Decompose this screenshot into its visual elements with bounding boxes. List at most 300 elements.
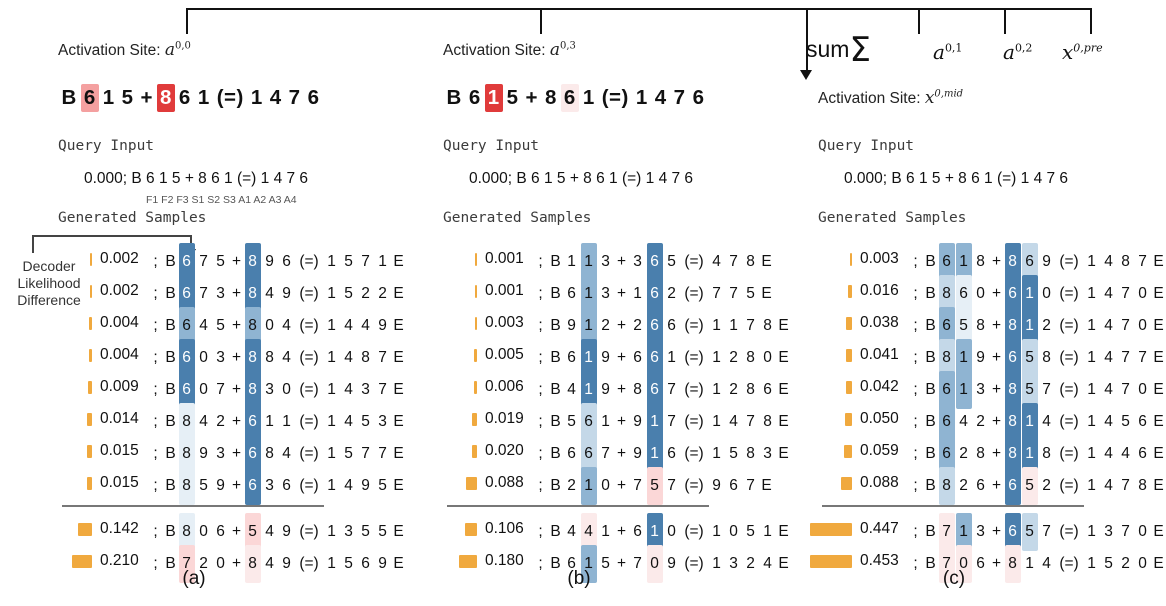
digit-first-operand: 4 <box>199 413 208 430</box>
digit-answer: 3 <box>378 413 387 430</box>
digit-answer: 1 <box>1087 253 1096 270</box>
digit-second-operand: 1 <box>1022 403 1038 441</box>
equation-token: 7 <box>673 86 686 109</box>
digit-answer: 2 <box>729 349 738 366</box>
eos-token: E <box>778 317 789 334</box>
digit-answer: 4 <box>1104 285 1113 302</box>
digit-answer: 0 <box>1138 317 1147 334</box>
digit-second-operand: 4 <box>282 317 291 334</box>
digit-answer: 5 <box>746 285 755 302</box>
digit-answer: 1 <box>729 317 738 334</box>
semicolon: ; <box>538 523 543 540</box>
eos-token: E <box>1153 253 1164 270</box>
digit-answer: 7 <box>1121 523 1130 540</box>
plus-operator: + <box>231 317 242 334</box>
sample-row <box>385 275 772 307</box>
digit-second-operand: 1 <box>1022 275 1038 313</box>
bos-token: B <box>925 413 936 430</box>
digit-first-operand: 9 <box>601 381 610 398</box>
sample-row <box>0 467 404 499</box>
equals-token: (=) <box>684 253 704 270</box>
semicolon: ; <box>153 349 158 366</box>
semicolon: ; <box>538 413 543 430</box>
digit-second-operand: 5 <box>647 467 663 505</box>
dld-line-2: Likelihood <box>17 275 81 291</box>
likelihood-difference-bar <box>78 523 92 536</box>
digit-answer: 4 <box>344 317 353 334</box>
digit-first-operand: 8 <box>179 467 195 505</box>
digit-first-operand: 0 <box>956 545 972 583</box>
eos-token: E <box>778 555 789 572</box>
digit-second-operand: 8 <box>245 371 261 409</box>
digit-answer: 1 <box>712 413 721 430</box>
plus-operator: + <box>231 477 242 494</box>
digit-answer: 7 <box>1121 317 1130 334</box>
equation-token: 1 <box>102 86 115 109</box>
digit-answer: 0 <box>1138 285 1147 302</box>
sample-row <box>385 403 789 435</box>
digit-second-operand: 7 <box>1042 523 1051 540</box>
digit-answer: 0 <box>763 349 772 366</box>
likelihood-difference-bar <box>472 413 477 426</box>
digit-first-operand: 4 <box>199 317 208 334</box>
digit-second-operand: 6 <box>667 317 676 334</box>
digit-second-operand: 0 <box>647 545 663 583</box>
panel-caption-b: (b) <box>567 568 591 589</box>
digit-first-operand: 8 <box>179 403 195 441</box>
likelihood-difference-value: 0.006 <box>485 378 524 395</box>
likelihood-difference-value: 0.042 <box>860 378 899 395</box>
digit-answer: 8 <box>746 349 755 366</box>
plus-operator: + <box>231 555 242 572</box>
digit-first-operand: 6 <box>179 371 195 409</box>
digit-answer: 5 <box>746 523 755 540</box>
likelihood-difference-bar <box>475 317 477 330</box>
plus-operator: + <box>616 445 627 462</box>
digit-answer: 5 <box>344 555 353 572</box>
digit-first-operand: 9 <box>567 317 576 334</box>
semicolon: ; <box>913 349 918 366</box>
equation-token: 1 <box>635 86 648 109</box>
likelihood-difference-bar <box>472 445 477 458</box>
digit-answer: 5 <box>378 477 387 494</box>
eos-token: E <box>778 349 789 366</box>
equation-token: + <box>525 86 539 109</box>
likelihood-difference-value: 0.038 <box>860 314 899 331</box>
sample-row <box>385 307 789 339</box>
digit-second-operand: 9 <box>282 285 291 302</box>
tag-a01: $a^{0,1}$ <box>933 40 963 64</box>
digit-answer: 1 <box>1087 317 1096 334</box>
eos-token: E <box>1153 381 1164 398</box>
digit-answer: 1 <box>1087 381 1096 398</box>
semicolon: ; <box>913 253 918 270</box>
plus-operator: + <box>991 317 1002 334</box>
digit-answer: 0 <box>729 523 738 540</box>
plus-operator: + <box>616 555 627 572</box>
digit-answer: 1 <box>712 523 721 540</box>
digit-first-operand: 7 <box>939 545 955 583</box>
digit-answer: 8 <box>763 413 772 430</box>
query-input-label-b: Query Input <box>443 138 540 154</box>
eos-token: E <box>393 317 404 334</box>
likelihood-difference-bar <box>459 555 477 568</box>
equation-token: 7 <box>288 86 301 109</box>
likelihood-difference-bar <box>846 317 852 330</box>
semicolon: ; <box>913 413 918 430</box>
query-sequence-a: 0.000; B 6 1 5 + 8 6 1 (=) 1 4 7 6 <box>84 170 309 187</box>
equation-token: 4 <box>654 86 667 109</box>
equation-token: 4 <box>269 86 282 109</box>
digit-answer: 9 <box>378 555 387 572</box>
digit-first-operand: 6 <box>956 275 972 313</box>
bos-token: B <box>925 477 936 494</box>
semicolon: ; <box>538 253 543 270</box>
digit-first-operand: 1 <box>956 371 972 409</box>
digit-first-operand: 7 <box>199 253 208 270</box>
digit-first-operand: 1 <box>956 243 972 281</box>
eos-token: E <box>393 523 404 540</box>
digit-answer: 2 <box>361 285 370 302</box>
digit-answer: 1 <box>327 477 336 494</box>
likelihood-difference-bar <box>89 317 92 330</box>
digit-first-operand: 7 <box>601 445 610 462</box>
likelihood-difference-bar <box>87 413 92 426</box>
equals-token: (=) <box>299 523 319 540</box>
plus-operator: + <box>991 349 1002 366</box>
digit-second-operand: 6 <box>1022 243 1038 281</box>
digit-first-operand: 1 <box>581 371 597 409</box>
eos-token: E <box>1153 555 1164 572</box>
digit-answer: 1 <box>1087 477 1096 494</box>
eos-token: E <box>761 253 772 270</box>
semicolon: ; <box>913 381 918 398</box>
equals-token: (=) <box>299 253 319 270</box>
likelihood-difference-value: 0.142 <box>100 520 139 537</box>
digit-answer: 5 <box>344 445 353 462</box>
digit-second-operand: 8 <box>245 275 261 313</box>
likelihood-difference-bar <box>841 477 852 490</box>
likelihood-difference-value: 0.004 <box>100 346 139 363</box>
semicolon: ; <box>913 285 918 302</box>
digit-first-operand: 6 <box>179 243 195 281</box>
plus-operator: + <box>231 445 242 462</box>
likelihood-difference-value: 0.001 <box>485 250 524 267</box>
digit-second-operand: 6 <box>1005 467 1021 505</box>
digit-answer: 5 <box>378 523 387 540</box>
likelihood-difference-value: 0.041 <box>860 346 899 363</box>
semicolon: ; <box>538 445 543 462</box>
semicolon: ; <box>913 317 918 334</box>
highlighted-equation-a <box>58 84 323 112</box>
digit-answer: 2 <box>1121 555 1130 572</box>
digit-first-operand: 0 <box>216 555 225 572</box>
digit-first-operand: 3 <box>601 253 610 270</box>
semicolon: ; <box>153 285 158 302</box>
panel-caption-a: (a) <box>182 568 206 589</box>
digit-answer: 7 <box>712 285 721 302</box>
bos-token: B <box>165 285 176 302</box>
likelihood-difference-value: 0.002 <box>100 282 139 299</box>
equals-token: (=) <box>1059 285 1079 302</box>
activation-site-prefix: Activation Site: <box>58 42 165 59</box>
tag-a02: $a^{0,2}$ <box>1003 40 1033 64</box>
equals-token: (=) <box>1059 477 1079 494</box>
semicolon: ; <box>538 381 543 398</box>
semicolon: ; <box>538 477 543 494</box>
likelihood-difference-value: 0.180 <box>485 552 524 569</box>
equation-token: 6 <box>81 84 99 112</box>
plus-operator: + <box>616 285 627 302</box>
digit-first-operand: 1 <box>956 339 972 377</box>
activation-site-symbol-c: $x^{0,mid}$ <box>924 88 964 108</box>
digit-first-operand: 6 <box>216 523 225 540</box>
digit-answer: 4 <box>361 317 370 334</box>
digit-answer: 7 <box>746 317 755 334</box>
activation-site-prefix: Activation Site: <box>818 90 925 107</box>
digit-second-operand: 9 <box>265 253 274 270</box>
equation-token: 6 <box>561 84 579 112</box>
digit-second-operand: 7 <box>633 477 642 494</box>
digit-answer: 4 <box>1104 317 1113 334</box>
equation-token: 6 <box>178 86 191 109</box>
digit-answer: 6 <box>1138 445 1147 462</box>
plus-operator: + <box>231 253 242 270</box>
likelihood-difference-bar <box>850 253 852 266</box>
digit-answer: 7 <box>1138 253 1147 270</box>
plus-operator: + <box>991 381 1002 398</box>
panel-caption-c: (c) <box>942 568 966 589</box>
equation-token: 1 <box>197 86 210 109</box>
equals-token: (=) <box>684 523 704 540</box>
digit-first-operand: 9 <box>199 445 208 462</box>
digit-first-operand: 5 <box>199 477 208 494</box>
digit-first-operand: 4 <box>959 413 968 430</box>
digit-answer: 1 <box>327 523 336 540</box>
digit-second-operand: 8 <box>245 545 261 583</box>
digit-second-operand: 6 <box>633 349 642 366</box>
semicolon: ; <box>913 555 918 572</box>
plus-operator: + <box>991 253 1002 270</box>
digit-answer: 4 <box>344 413 353 430</box>
digit-answer: 9 <box>378 317 387 334</box>
digit-answer: 0 <box>1138 555 1147 572</box>
sample-row <box>385 243 772 275</box>
bos-token: B <box>925 445 936 462</box>
digit-first-operand: 6 <box>939 371 955 409</box>
bos-token: B <box>165 381 176 398</box>
digit-second-operand: 4 <box>282 349 291 366</box>
likelihood-difference-bar <box>88 381 92 394</box>
likelihood-difference-bar <box>848 285 852 298</box>
likelihood-difference-bar <box>845 413 852 426</box>
digit-second-operand: 9 <box>633 445 642 462</box>
digit-answer: 4 <box>1104 381 1113 398</box>
sample-sequence <box>908 467 1166 505</box>
plus-operator: + <box>231 523 242 540</box>
equals-token: (=) <box>684 477 704 494</box>
eos-token: E <box>1153 349 1164 366</box>
eos-token: E <box>393 285 404 302</box>
digit-second-operand: 2 <box>667 285 676 302</box>
semicolon: ; <box>538 349 543 366</box>
equals-token: (=) <box>684 381 704 398</box>
eos-token: E <box>1153 317 1164 334</box>
digit-second-operand: 1 <box>1025 555 1034 572</box>
digit-second-operand: 3 <box>633 253 642 270</box>
digit-first-operand: 0 <box>976 285 985 302</box>
semicolon: ; <box>153 253 158 270</box>
equation-token: 8 <box>157 84 175 112</box>
digit-first-operand: 1 <box>581 243 597 281</box>
plus-operator: + <box>616 381 627 398</box>
equals-token: (=) <box>1059 523 1079 540</box>
semicolon: ; <box>153 317 158 334</box>
generated-samples-label-a: Generated Samples <box>58 210 207 226</box>
digit-answer: 6 <box>729 477 738 494</box>
plus-operator: + <box>616 413 627 430</box>
equals-token: (=) <box>299 349 319 366</box>
sample-row <box>385 467 772 499</box>
eos-token: E <box>393 555 404 572</box>
digit-first-operand: 3 <box>976 381 985 398</box>
digit-answer: 7 <box>1121 349 1130 366</box>
equation-token: (=) <box>216 86 244 109</box>
digit-first-operand: 3 <box>216 349 225 366</box>
digit-answer: 1 <box>327 413 336 430</box>
equals-token: (=) <box>684 555 704 572</box>
digit-second-operand: 8 <box>265 445 274 462</box>
equation-token: B <box>61 86 77 109</box>
digit-answer: 5 <box>344 285 353 302</box>
digit-second-operand: 9 <box>667 555 676 572</box>
digit-answer: 8 <box>361 349 370 366</box>
bos-token: B <box>165 523 176 540</box>
likelihood-difference-value: 0.016 <box>860 282 899 299</box>
digit-first-operand: 5 <box>601 555 610 572</box>
digit-second-operand: 8 <box>1042 445 1051 462</box>
activation-site-symbol-a: $a^{0,0}$ <box>164 40 191 60</box>
digit-answer: 7 <box>1121 285 1130 302</box>
likelihood-difference-bar <box>474 349 477 362</box>
digit-second-operand: 2 <box>633 317 642 334</box>
equals-token: (=) <box>1059 349 1079 366</box>
digit-first-operand: 1 <box>581 339 597 377</box>
bos-token: B <box>165 253 176 270</box>
digit-second-operand: 4 <box>282 445 291 462</box>
digit-second-operand: 0 <box>667 523 676 540</box>
digit-answer: 7 <box>729 253 738 270</box>
query-input-label-c: Query Input <box>818 138 915 154</box>
sample-row <box>760 467 1164 499</box>
likelihood-difference-bar <box>844 445 852 458</box>
digit-answer: 8 <box>1138 477 1147 494</box>
bos-token: B <box>550 445 561 462</box>
digit-second-operand: 6 <box>1005 513 1021 551</box>
digit-second-operand: 6 <box>282 477 291 494</box>
eos-token: E <box>778 413 789 430</box>
digit-first-operand: 3 <box>216 445 225 462</box>
equation-token: 1 <box>582 86 595 109</box>
digit-first-operand: 1 <box>581 307 597 345</box>
likelihood-difference-value: 0.014 <box>100 410 139 427</box>
digit-second-operand: 6 <box>647 243 663 281</box>
digit-answer: 1 <box>327 381 336 398</box>
digit-first-operand: 2 <box>976 413 985 430</box>
bos-token: B <box>925 349 936 366</box>
digit-first-operand: 0 <box>199 523 208 540</box>
digit-first-operand: 5 <box>567 413 576 430</box>
equals-token: (=) <box>299 285 319 302</box>
digit-second-operand: 6 <box>282 253 291 270</box>
likelihood-difference-bar <box>475 285 477 298</box>
digit-second-operand: 8 <box>245 243 261 281</box>
sample-row <box>0 371 404 403</box>
semicolon: ; <box>538 317 543 334</box>
likelihood-difference-value: 0.019 <box>485 410 524 427</box>
equals-token: (=) <box>1059 253 1079 270</box>
digit-first-operand: 8 <box>976 253 985 270</box>
tag-xpre: $x^{0,pre}$ <box>1062 40 1103 64</box>
panel-a <box>0 0 404 606</box>
digit-second-operand: 6 <box>1005 339 1021 377</box>
digit-first-operand: 2 <box>601 317 610 334</box>
likelihood-difference-value: 0.002 <box>100 250 139 267</box>
digit-answer: 1 <box>1087 523 1096 540</box>
dld-line-1: Decoder <box>22 258 76 274</box>
digit-second-operand: 7 <box>633 555 642 572</box>
digit-answer: 1 <box>712 445 721 462</box>
digit-first-operand: 6 <box>179 307 195 345</box>
plus-operator: + <box>991 523 1002 540</box>
sample-row <box>0 339 404 371</box>
digit-answer: 5 <box>1104 555 1113 572</box>
semicolon: ; <box>153 477 158 494</box>
digit-first-operand: 6 <box>567 555 576 572</box>
digit-second-operand: 8 <box>1005 435 1021 473</box>
eos-token: E <box>778 381 789 398</box>
highlighted-equation-b <box>443 84 708 112</box>
plus-operator: + <box>231 349 242 366</box>
digit-first-operand: 1 <box>601 523 610 540</box>
digit-second-operand: 5 <box>245 513 261 551</box>
digit-answer: 4 <box>1104 413 1113 430</box>
digit-second-operand: 1 <box>282 413 291 430</box>
digit-first-operand: 9 <box>216 477 225 494</box>
digit-answer: 7 <box>361 253 370 270</box>
digit-second-operand: 2 <box>1042 317 1051 334</box>
digit-first-operand: 8 <box>179 513 195 551</box>
eos-token: E <box>761 285 772 302</box>
query-sequence-c: 0.000; B 6 1 5 + 8 6 1 (=) 1 4 7 6 <box>844 170 1069 187</box>
plus-operator: + <box>231 285 242 302</box>
digit-first-operand: 6 <box>976 477 985 494</box>
digit-answer: 7 <box>361 445 370 462</box>
digit-answer: 1 <box>327 555 336 572</box>
digit-answer: 7 <box>378 381 387 398</box>
digit-second-operand: 5 <box>1022 467 1038 505</box>
likelihood-difference-value: 0.210 <box>100 552 139 569</box>
semicolon: ; <box>913 477 918 494</box>
sum-text: sum <box>806 36 850 62</box>
sample-sequence <box>533 467 774 505</box>
bos-token: B <box>165 413 176 430</box>
digit-answer: 0 <box>1138 523 1147 540</box>
digit-answer: 1 <box>763 523 772 540</box>
semicolon: ; <box>153 555 158 572</box>
digit-second-operand: 1 <box>647 513 663 551</box>
sample-row <box>0 275 404 307</box>
